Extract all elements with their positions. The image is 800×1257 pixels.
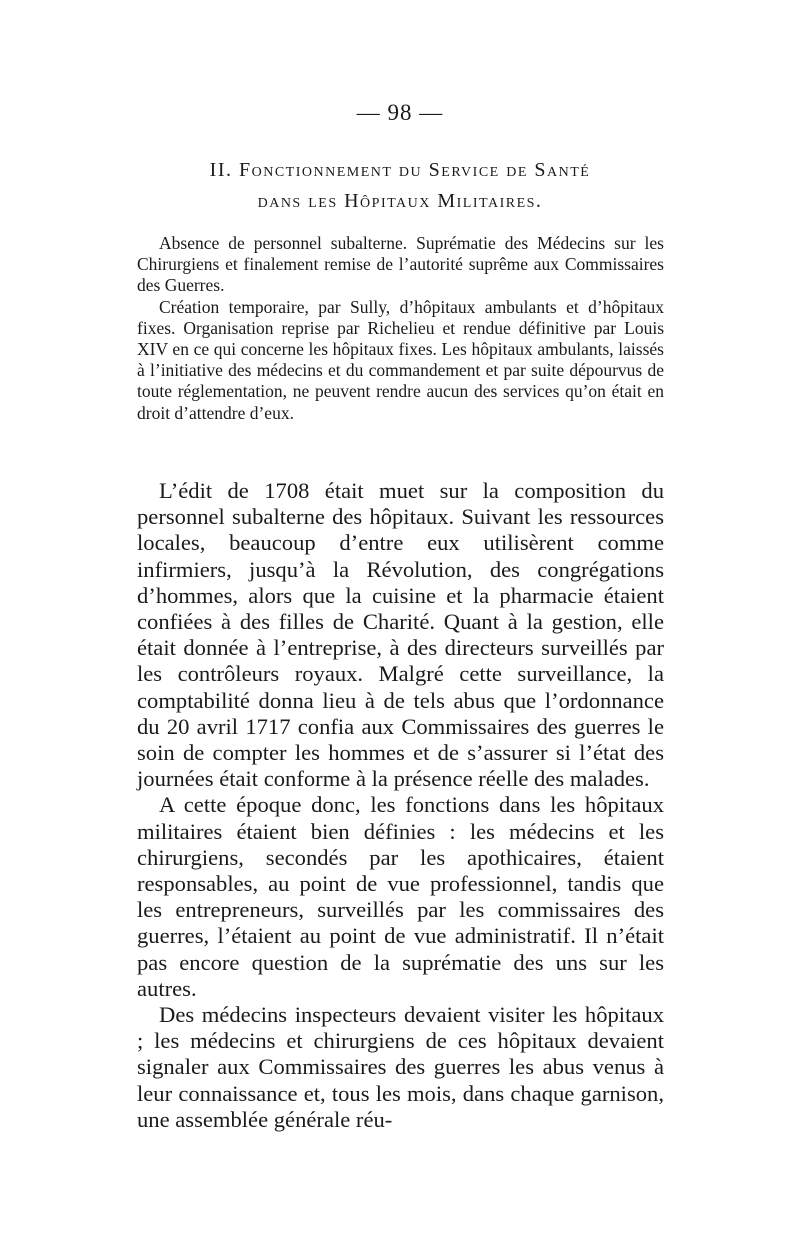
summary-paragraph: Absence de personnel subalterne. Suprématie des Médecins sur les Chirurgiens et finalement remise de l’autorité suprême aux Commissaires des Guerres. — [137, 233, 664, 296]
page-number: — 98 — — [356, 100, 444, 125]
body-paragraph: Des médecins inspecteurs devaient visiter les hôpitaux ; les médecins et chirurgiens de ces hôpitaux devaient signaler aux Commissaires des guerres les abus venus à leur connaissance et, tous les mois, dans chaque garnison, une assemblée générale réu- — [137, 1002, 664, 1132]
summary-paragraph: Création temporaire, par Sully, d’hôpitaux ambulants et d’hôpitaux fixes. Organisation reprise par Richelieu et rendue définitive par Louis XIV en ce qui concerne les hôpitaux fixes. Les hôpitaux ambulants, laissés à l’initiative des médecins et du commandement et par suite dépourvus de toute réglementation, ne peuvent rendre aucun des services qu’on était en droit d’attendre d’eux. — [137, 296, 664, 423]
body-paragraph: A cette époque donc, les fonctions dans les hôpitaux militaires étaient bien définies : les médecins et les chirurgiens, secondés par les apothicaires, étaient responsables, au point de vue professionnel, tandis que les entrepreneurs, surveillés par les commissaires des guerres, l’étaient au point de vue administratif. Il n’était pas encore question de la suprématie des uns sur les autres. — [137, 792, 664, 1001]
chapter-summary — [137, 233, 664, 424]
body-paragraph: L’édit de 1708 était muet sur la composition du personnel subalterne des hôpitaux. Suivant les ressources locales, beaucoup d’entre eux utilisèrent comme infirmiers, jusqu’à la Révolution, des congrégations d’hommes, alors que la cuisine et la pharmacie étaient confiées à des filles de Charité. Quant à la gestion, elle était donnée à l’entreprise, à des directeurs surveillés par les contrôleurs royaux. Malgré cette surveillance, la comptabilité donna lieu à de tels abus que l’ordonnance du 20 avril 1717 confia aux Commissaires des guerres le soin de compter les hommes et de s’assurer si l’état des journées était conforme à la présence réelle des malades. — [137, 478, 664, 792]
chapter-title-line-1: II. Fonctionnement du Service de Santé — [209, 159, 591, 181]
chapter-title — [0, 155, 800, 217]
body-text — [137, 478, 664, 1133]
chapter-title-line-2: dans les Hôpitaux Militaires. — [257, 190, 543, 212]
